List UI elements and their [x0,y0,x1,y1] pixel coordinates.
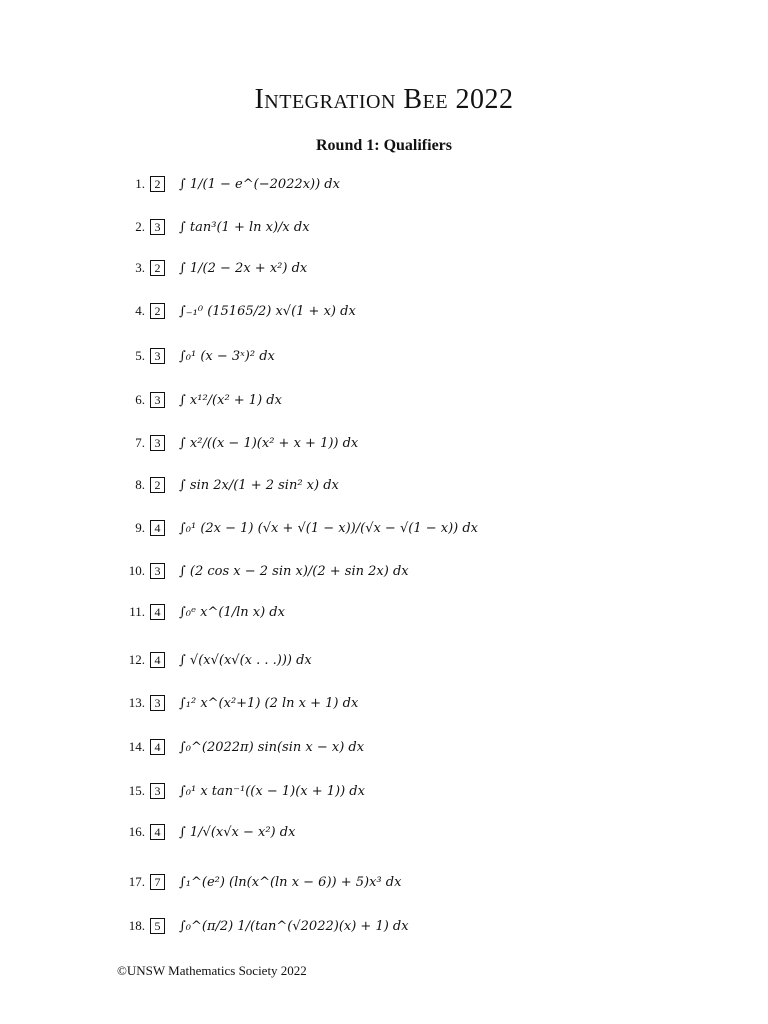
problem-number: 18. [128,918,145,933]
problem-number: 16. [128,824,145,839]
problem-item [100,812,295,852]
difficulty-box: 2 [150,176,165,192]
problem-number: 15. [128,783,145,798]
problem-number: 2. [135,219,145,234]
difficulty-box: 2 [150,303,165,319]
difficulty-box: 3 [150,435,165,451]
problem-item [100,592,285,632]
difficulty-box: 3 [150,219,165,235]
integral-expression: ∫₀ᵉ x^(1/ln x) dx [179,604,285,620]
problem-item [100,423,358,463]
problem-number: 6. [135,392,145,407]
problem-item [100,640,312,680]
problem-number: 17. [128,874,145,889]
integral-expression: ∫ 1/(2 − 2x + x²) dx [179,260,308,276]
problem-number: 10. [128,563,145,578]
problem-item [100,207,310,247]
problem-item [100,248,307,288]
difficulty-box: 3 [150,695,165,711]
integral-expression: ∫₀¹ (2x − 1) (√x + √(1 − x))/(√x − √(1 − x)) dx [179,520,479,536]
problem-number: 1. [135,176,145,191]
difficulty-box: 3 [150,783,165,799]
problem-number: 7. [135,435,145,450]
problem-item [100,291,356,331]
integral-expression: ∫₀¹ (x − 3ˣ)² dx [179,348,275,364]
integral-expression: ∫₁^(e²) (ln(x^(ln x − 6)) + 5)x³ dx [179,874,402,890]
integral-expression: ∫ tan³(1 + ln x)/x dx [179,219,310,235]
problem-number: 11. [129,604,145,619]
difficulty-box: 4 [150,520,165,536]
problem-number: 4. [135,303,145,318]
difficulty-box: 3 [150,563,165,579]
round-subtitle: Round 1: Qualifiers [315,137,452,154]
integral-expression: ∫ (2 cos x − 2 sin x)/(2 + sin 2x) dx [179,563,409,579]
difficulty-box: 4 [150,739,165,755]
integral-expression: ∫₀^(π/2) 1/(tan^(√2022)(x) + 1) dx [179,918,409,934]
integral-expression: ∫ 1/√(x√x − x²) dx [179,824,296,840]
problem-item [100,862,401,902]
difficulty-box: 4 [150,652,165,668]
copyright-footer: ©UNSW Mathematics Society 2022 [117,963,307,978]
integral-expression: ∫ sin 2x/(1 + 2 sin² x) dx [179,477,339,493]
integral-expression: ∫ x²/((x − 1)(x² + x + 1)) dx [179,435,359,451]
problem-number: 8. [135,477,145,492]
problem-number: 3. [135,260,145,275]
difficulty-box: 2 [150,477,165,493]
problem-number: 12. [128,652,145,667]
difficulty-box: 4 [150,604,165,620]
problem-number: 9. [135,520,145,535]
problem-item [100,551,409,591]
page-title: Integration Bee 2022 [254,84,514,115]
integral-expression: ∫ √(x√(x√(x . . .))) dx [179,652,312,668]
integral-expression: ∫ 1/(1 − e^(−2022x)) dx [179,176,340,192]
integral-expression: ∫₁² x^(x²+1) (2 ln x + 1) dx [179,695,359,711]
problem-number: 5. [135,348,145,363]
problem-item [100,380,282,420]
problem-item [100,771,365,811]
problem-item [100,683,358,723]
integral-expression: ∫₀^(2022π) sin(sin x − x) dx [179,739,365,755]
problem-number: 13. [128,695,145,710]
problem-item [100,508,478,548]
difficulty-box: 2 [150,260,165,276]
problem-item [100,164,340,204]
problem-number: 14. [128,739,145,754]
difficulty-box: 3 [150,348,165,364]
difficulty-box: 5 [150,918,165,934]
problem-item [100,336,275,376]
problem-item [100,906,409,946]
difficulty-box: 7 [150,874,165,890]
integral-expression: ∫₀¹ x tan⁻¹((x − 1)(x + 1)) dx [179,783,365,799]
integral-expression: ∫ x¹²/(x² + 1) dx [179,392,282,408]
difficulty-box: 3 [150,392,165,408]
problem-item [100,727,364,767]
difficulty-box: 4 [150,824,165,840]
integral-expression: ∫₋₁⁰ (15165/2) x√(1 + x) dx [179,303,356,319]
problem-item [100,465,339,505]
